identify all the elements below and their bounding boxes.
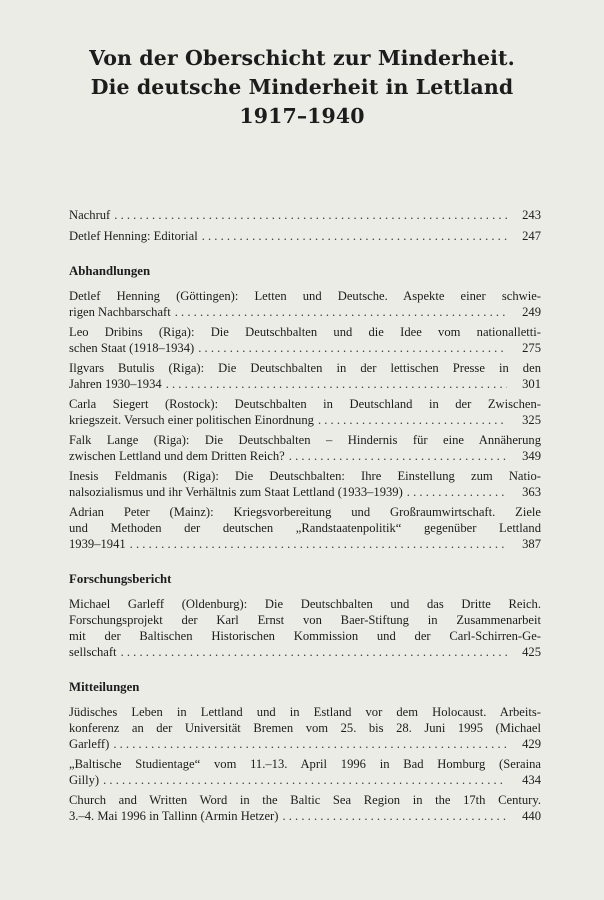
toc-entry[interactable] bbox=[69, 468, 541, 500]
toc-entry-text: Detlef Henning: Editorial bbox=[69, 229, 198, 243]
toc-entry-text: zwischen Lettland und dem Dritten Reich? bbox=[69, 449, 285, 463]
leader-dots bbox=[113, 736, 507, 752]
toc-entry[interactable] bbox=[69, 704, 541, 752]
toc-entry-final-line bbox=[69, 340, 541, 356]
leader-dots bbox=[407, 484, 507, 500]
toc-entry-final-line bbox=[69, 228, 541, 244]
page-number: 349 bbox=[522, 449, 541, 463]
toc-entry-final-line bbox=[69, 808, 541, 824]
toc-entry-final-line bbox=[69, 536, 541, 552]
toc-entry-text-line: Inesis Feldmanis (Riga): Die Deutschbalten: Ihre Einstellung zum Natio- bbox=[69, 469, 541, 483]
leader-dots bbox=[198, 340, 507, 356]
title-line-1: Von der Oberschicht zur Minderheit. bbox=[89, 46, 515, 70]
toc-entry-text-line: Michael Garleff (Oldenburg): Die Deutschbalten und das Dritte Reich. bbox=[69, 597, 541, 611]
page-number: 275 bbox=[522, 341, 541, 355]
leader-dots bbox=[103, 772, 507, 788]
section-heading: Forschungsbericht bbox=[69, 572, 172, 586]
page-number: 387 bbox=[522, 537, 541, 551]
toc-entry[interactable] bbox=[69, 228, 541, 244]
toc-entry-text: kriegszeit. Versuch einer politischen Einordnung bbox=[69, 413, 314, 427]
page-number: 429 bbox=[522, 737, 541, 751]
document-title bbox=[0, 44, 604, 131]
toc-entry-text-line: Ilgvars Butulis (Riga): Die Deutschbalten in der lettischen Presse in den bbox=[69, 361, 541, 375]
toc-entry-text-line: Leo Dribins (Riga): Die Deutschbalten und die Idee vom nationalletti- bbox=[69, 325, 541, 339]
table-of-contents bbox=[69, 207, 541, 828]
toc-entry-text: 3.–4. Mai 1996 in Tallinn (Armin Hetzer) bbox=[69, 809, 279, 823]
title-line-3: 1917–1940 bbox=[239, 104, 365, 128]
title-line-2: Die deutsche Minderheit in Lettland bbox=[90, 75, 514, 99]
toc-entry[interactable] bbox=[69, 360, 541, 392]
toc-entry-text: nalsozialismus und ihr Verhältnis zum Staat Lettland (1933–1939) bbox=[69, 485, 403, 499]
toc-entry-final-line bbox=[69, 484, 541, 500]
toc-entry-text: Garleff) bbox=[69, 737, 110, 751]
toc-entry-text: Gilly) bbox=[69, 773, 100, 787]
toc-entry-text: Nachruf bbox=[69, 208, 111, 222]
page-number: 249 bbox=[522, 305, 541, 319]
toc-entry-text-line: Detlef Henning (Göttingen): Letten und Deutsche. Aspekte einer schwie- bbox=[69, 289, 541, 303]
toc-entry-text-line: Forschungsprojekt der Karl Ernst von Baer-Stiftung in Zusammenarbeit bbox=[69, 613, 541, 627]
section-heading: Abhandlungen bbox=[69, 264, 151, 278]
toc-entry-text: schen Staat (1918–1934) bbox=[69, 341, 195, 355]
page-number: 301 bbox=[522, 377, 541, 391]
toc-entry-text: 1939–1941 bbox=[69, 537, 126, 551]
toc-entry-text: rigen Nachbarschaft bbox=[69, 305, 171, 319]
toc-entry-final-line bbox=[69, 736, 541, 752]
leader-dots bbox=[202, 228, 507, 244]
leader-dots bbox=[114, 207, 507, 223]
section-heading: Mitteilungen bbox=[69, 680, 140, 694]
leader-dots bbox=[318, 412, 507, 428]
toc-entry-final-line bbox=[69, 772, 541, 788]
toc-entry-final-line bbox=[69, 376, 541, 392]
toc-entry[interactable] bbox=[69, 288, 541, 320]
toc-entry[interactable] bbox=[69, 596, 541, 660]
leader-dots bbox=[175, 304, 507, 320]
toc-entry-text-line: Carla Siegert (Rostock): Deutschbalten in Deutschland in der Zwischen- bbox=[69, 397, 541, 411]
page-number: 434 bbox=[522, 773, 541, 787]
toc-entry-text-line: konferenz an der Universität Bremen vom 25. bis 28. Juni 1995 (Michael bbox=[69, 721, 541, 735]
toc-entry-final-line bbox=[69, 304, 541, 320]
toc-entry-text: Jahren 1930–1934 bbox=[69, 377, 162, 391]
leader-dots bbox=[121, 644, 507, 660]
toc-entry[interactable] bbox=[69, 207, 541, 223]
toc-entry[interactable] bbox=[69, 324, 541, 356]
toc-entry-final-line bbox=[69, 644, 541, 660]
toc-entry-text-line: Church and Written Word in the Baltic Sea Region in the 17th Century. bbox=[69, 793, 541, 807]
toc-entry-text-line: Adrian Peter (Mainz): Kriegsvorbereitung und Großraumwirtschaft. Ziele bbox=[69, 505, 541, 519]
toc-entry[interactable] bbox=[69, 504, 541, 552]
leader-dots bbox=[282, 808, 507, 824]
toc-entry[interactable] bbox=[69, 432, 541, 464]
page-number: 243 bbox=[522, 208, 541, 222]
page-number: 247 bbox=[522, 229, 541, 243]
toc-entry-text-line: „Baltische Studientage“ vom 11.–13. April 1996 in Bad Homburg (Seraina bbox=[69, 757, 541, 771]
page-number: 363 bbox=[522, 485, 541, 499]
toc-entry-final-line bbox=[69, 412, 541, 428]
toc-entry[interactable] bbox=[69, 792, 541, 824]
toc-entry[interactable] bbox=[69, 396, 541, 428]
toc-entry[interactable] bbox=[69, 756, 541, 788]
toc-entry-final-line bbox=[69, 207, 541, 223]
toc-entry-text-line: mit der Baltischen Historischen Kommission und der Carl-Schirren-Ge- bbox=[69, 629, 541, 643]
page-number: 425 bbox=[522, 645, 541, 659]
toc-entry-text: sellschaft bbox=[69, 645, 117, 659]
toc-entry-text-line: Falk Lange (Riga): Die Deutschbalten – Hindernis für eine Annäherung bbox=[69, 433, 541, 447]
page-number: 325 bbox=[522, 413, 541, 427]
leader-dots bbox=[289, 448, 507, 464]
toc-entry-text-line: Jüdisches Leben in Lettland und in Estland vor dem Holocaust. Arbeits- bbox=[69, 705, 541, 719]
leader-dots bbox=[166, 376, 507, 392]
toc-entry-text-line: und Methoden der deutschen „Randstaatenpolitik“ gegenüber Lettland bbox=[69, 521, 541, 535]
toc-entry-final-line bbox=[69, 448, 541, 464]
leader-dots bbox=[130, 536, 507, 552]
page-number: 440 bbox=[522, 809, 541, 823]
